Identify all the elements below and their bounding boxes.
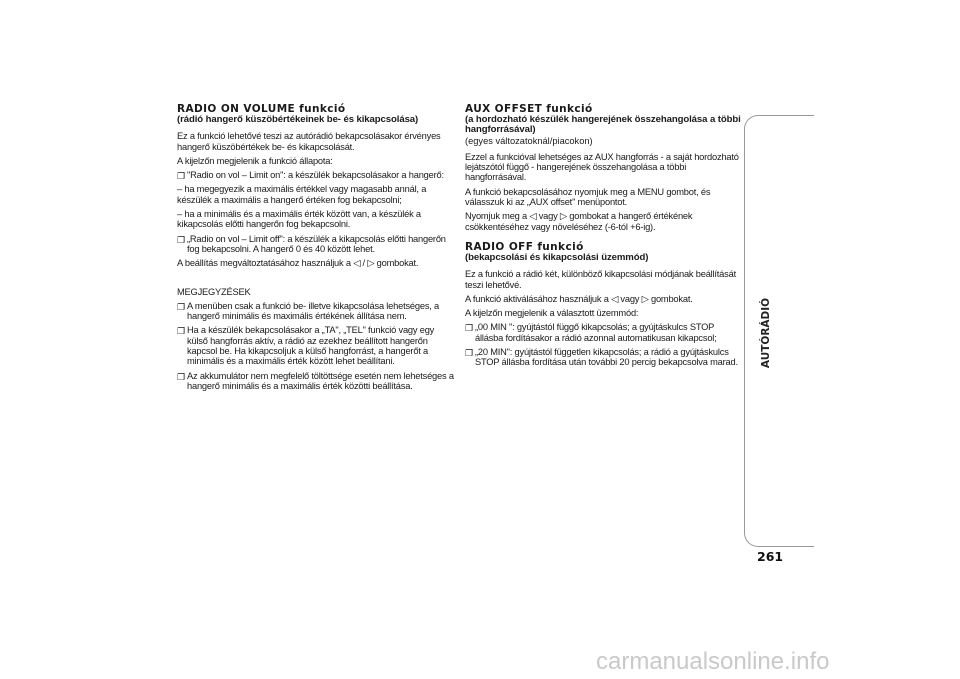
chapter-tab [758,298,774,368]
paragraph: A kijelzőn megjelenik a választott üzemmód: [465,308,639,319]
note-item: ❐ A menüben csak a funkció be- illetve kikapcsolása lehetséges, a hangerő minimális és maximális értékének állítása nem. [177,300,439,322]
availability-note: (egyes változatoknál/piacokon) [465,135,593,146]
watermark: carmanualsonline.info [596,648,830,675]
checkbox-bullet-icon: ❐ [177,326,185,337]
chapter-tab-frame [744,115,814,547]
checkbox-bullet-icon: ❐ [465,323,473,334]
checkbox-bullet-icon: ❐ [177,301,185,312]
chapter-label: AUTÓRÁDIÓ [760,297,772,369]
paragraph: Ez a funkció lehetővé teszi az autórádió bekapcsolásakor érvényes hangerő küszöbértékek be- és kikapcsolását. [177,131,441,152]
note-item: ❐ Az akkumulátor nem megfelelő töltöttsége esetén nem lehetséges a hangerő minimális és a maximális érték közötti beállítása. [177,370,454,391]
bullet-item: ❐ "Radio on vol – Limit on": a készülék bekapcsolásakor a hangerő: [177,170,444,182]
checkbox-bullet-icon: ❐ [177,171,185,182]
notes-heading: MEGJEGYZÉSEK [177,286,251,297]
checkbox-bullet-icon: ❐ [465,348,473,359]
checkbox-bullet-icon: ❐ [177,234,185,245]
paragraph: A kijelzőn megjelenik a funkció állapota: [177,155,333,166]
paragraph: – ha megegyezik a maximális értékkel vagy magasabb annál, a készülék a maximális a hangerő értéken fog bekapcsolni; [177,184,427,205]
section-title-aux-offset: AUX OFFSET funkció [465,103,593,115]
paragraph: Ez a funkció a rádió két, különböző kikapcsolási módjának beállítását teszi lehetővé. [465,269,736,290]
section-title-radio-off: RADIO OFF funkció [465,240,584,253]
section-subtitle: (a hordozható készülék hangerejének összehangolása a többi hangforrásával) [465,114,741,136]
left-column [177,104,455,395]
section-subtitle: (rádió hangerő küszöbértékeinek be- és kikapcsolása) [177,114,419,125]
note-item: ❐ Ha a készülék bekapcsolásakor a „TA", „TEL" funkció vagy egy külső hangforrás aktív, a rádió az ezekhez beállított hangerőn kapcsol be. Ha kikapcsoljuk a külső hangforrást, a hangerőt a minimális és a maximális érték között lehet beállítani. [177,325,435,367]
bullet-item: ❐ „20 MIN": gyújtástól független kikapcsolás; a rádió a gyújtáskulcs STOP állásba fordítása után további 20 percig bekapcsolva marad. [465,347,738,368]
paragraph: A beállítás megváltoztatásához használjuk a ◁ / ▷ gombokat. [177,258,419,269]
paragraph: A funkció aktiválásához használjuk a ◁ vagy ▷ gombokat. [465,293,693,304]
paragraph: A funkció bekapcsolásához nyomjuk meg a MENU gombot, és válasszuk ki az „AUX offset" menüpontot. [465,186,711,208]
page-number: 261 [757,549,784,564]
paragraph: Nyomjuk meg a ◁ vagy ▷ gombokat a hangerő értékének csökkentéséhez vagy növeléséhez (-6-tól +6-ig). [465,211,693,232]
section-title-radio-on-volume: RADIO ON VOLUME funkció [177,103,346,115]
bullet-item: ❐ „Radio on vol – Limit off": a készülék a kikapcsolás előtti hangerőn fog bekapcsolni. A hangerő 0 és 40 között lehet. [177,233,446,254]
bullet-item: ❐ „00 MIN ": gyújtástól függő kikapcsolás; a gyújtáskulcs STOP állásba fordításakor a rádió azonnal automatikusan kikapcsol; [465,322,717,343]
paragraph: Ezzel a funkcióval lehetséges az AUX hangforrás - a saját hordozható lejátszótól függő - hangerejének összehangolása a többi hangforrásával. [465,151,739,183]
checkbox-bullet-icon: ❐ [177,371,185,382]
right-column [465,104,743,372]
paragraph: – ha a minimális és a maximális érték között van, a készülék a kikapcsolás előtti hangerőn fog bekapcsolni. [177,209,421,230]
section-subtitle: (bekapcsolási és kikapcsolási üzemmód) [465,251,649,263]
